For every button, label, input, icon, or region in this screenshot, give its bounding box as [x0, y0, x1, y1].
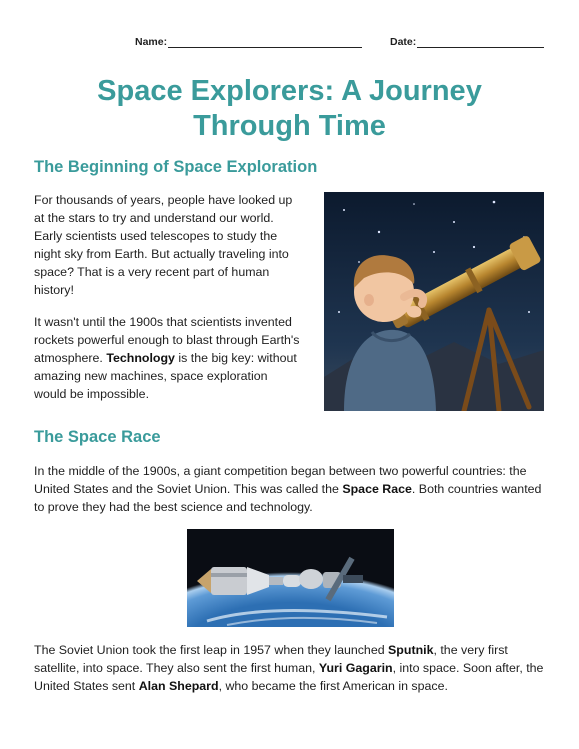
text-span: , into space. Soon after, the United States sent — [34, 661, 544, 693]
name-field — [135, 36, 362, 48]
name-label: Name: — [135, 36, 168, 48]
page-title-text: Space Explorers: A Journey Through Time — [97, 75, 482, 142]
spacecraft-image — [187, 529, 394, 627]
section1-paragraph-2 — [34, 313, 302, 403]
text-span: is the big key: without amazing new machines, space exploration would be impossible. — [34, 351, 297, 401]
date-label: Date: — [390, 36, 417, 48]
bold-term-technology: Technology — [106, 351, 175, 365]
page-title — [0, 74, 579, 144]
bold-term-yuri-gagarin: Yuri Gagarin — [318, 661, 393, 675]
bold-term-sputnik: Sputnik — [388, 643, 434, 657]
text-span: , the very first satellite, into space. They also sent the first human, — [34, 643, 508, 675]
telescope-image — [324, 192, 544, 411]
docked-spacecraft-illustration — [187, 529, 394, 627]
child-telescope-illustration — [324, 192, 544, 411]
bold-term-alan-shepard: Alan Shepard — [138, 679, 219, 693]
date-blank-line[interactable] — [417, 37, 544, 48]
section2-paragraph-2 — [34, 641, 549, 695]
text-span: The Soviet Union took the first leap in 1957 when they launched — [34, 643, 389, 657]
date-field — [390, 36, 544, 48]
text-span: . Both countries wanted to prove they had the best science and technology. — [34, 482, 542, 514]
text-span: , who became the first American in space. — [218, 679, 448, 693]
text-span: In the middle of the 1900s, a giant competition began between two powerful countries: the United States and the Soviet Union. This was called the — [34, 464, 527, 496]
section1-heading: The Beginning of Space Exploration — [34, 158, 318, 176]
worksheet-header — [135, 36, 555, 50]
section1-paragraph-1: For thousands of years, people have looked up at the stars to try and understand our world. Early scientists used telescopes to study the night sky from Earth. But actually traveling into space? That is a very recent part of human history! — [34, 193, 293, 297]
name-blank-line[interactable] — [168, 37, 362, 48]
section2-paragraph-1 — [34, 462, 549, 516]
section2-heading: The Space Race — [34, 428, 161, 446]
text-span: It wasn't until the 1900s that scientists invented rockets powerful enough to blast through Earth's atmosphere. — [34, 315, 300, 365]
bold-term-space-race: Space Race — [342, 482, 412, 496]
